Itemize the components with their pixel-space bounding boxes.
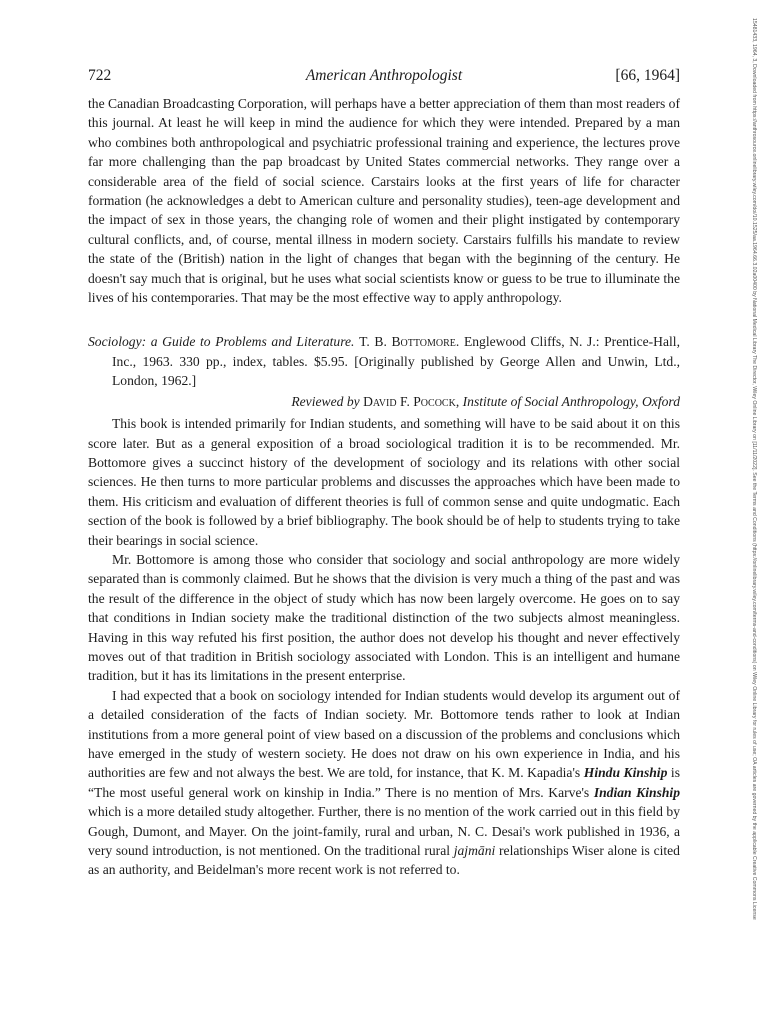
volume-year: [66, 1964] <box>615 67 680 84</box>
review-paragraph-1: This book is intended primarily for Indian students, and something will have to be said about it on this score later. But as a general exposition of a broad sociological tradition it is to be recommended. Mr. Bottomore gives a succinct history of the development of sociology and its relations with other social sciences. He then turns to more particular problems and discusses the approaches which have been made to them. His criticism and evaluation of different theories is full of common sense and quite undogmatic. Each section of the book is followed by a brief bibliography. The book should be of help to students trying to take their bearings in social science. <box>88 416 680 548</box>
download-notice <box>745 18 763 998</box>
review-citation <box>88 332 680 390</box>
reviewed-by-label: Reviewed by <box>291 393 360 409</box>
review-paragraph-2: Mr. Bottomore is among those who consider that sociology and social anthropology are more widely separated than is commonly claimed. But he shows that the division is very much a thing of the past and was the result of the difference in the object of study which has now been largely overcome. He goes on to say that conditions in Indian society make the traditional distinction of the two subjects almost meaningless. Having in this way refuted his first position, the author does not develop his thought and never effectively moves out of that tradition in British sociology associated with London. This is an intelligent and humane tradition, but it has its limitations in the present enterprise. <box>88 551 680 684</box>
cited-title-indian-kinship: Indian Kinship <box>593 784 680 800</box>
text-run: is “The most useful general work on kinship in India.” There is no mention of Mrs. Karve's <box>88 765 680 800</box>
continued-paragraph: the Canadian Broadcasting Corporation, will perhaps have a better appreciation of them than most readers of this journal. At least he will keep in mind the audience for which they were intended. Prepared by a man who combines both anthropological and psychiatric professional training and experience, the lectures prove far more challenging than the pap broadcast by United States commercial networks. They range over a considerable area of the field of social science. Carstairs looks at the first years of life for character formation (he acknowledges a debt to American culture and personality studies), teen-age development and the impact of sex in those years, the changing role of women and their plight instigated by contemporary cultural conflicts, and, of course, mental illness in modern society. Carstairs fulfills his mandate to review the state of the (British) nation in the light of changes that began with the beginning of the century. He doesn't say much that is original, but he uses what social scientists know or guess to be true to illuminate the lives of his contemporaries. That may be the most effective way to apply anthropology. <box>88 96 680 306</box>
text-run: relationships Wiser alone is cited as an authority, and Beidelman's more recent work is not referred to. <box>88 843 680 878</box>
book-author: T. B. Bottomore. <box>359 334 460 350</box>
cited-title-hindu-kinship: Hindu Kinship <box>583 765 668 781</box>
publication-details: Englewood Cliffs, N. J.: Prentice-Hall, Inc., 1963. 330 pp., index, tables. $5.95. [Originally published by George Allen and Unwin, Ltd., London, 1962.] <box>112 334 680 389</box>
term-jajmani: jajmāni <box>453 843 496 859</box>
running-header <box>88 64 680 88</box>
journal-title: American Anthropologist <box>305 67 463 84</box>
document-page <box>88 64 680 880</box>
text-run: I had expected that a book on sociology intended for Indian students would develop its argument out of a detailed consideration of the facts of Indian society. Mr. Bottomore tends rather to look at Indian institutions from a more general point of view based on a discussion of the problems and conclusions which have emerged in the study of western society. He does not draw on his own experience in India, and his authorities are few and not always the best. We are told, for instance, that K. M. Kapadia's <box>88 687 680 781</box>
page-number: 722 <box>88 67 112 84</box>
reviewer-line <box>88 392 680 411</box>
download-notice-text: 15481433, 1964, 3, Downloaded from https://anthrosource.onlinelibrary.wiley.com/doi/10.1525/aa.1964.66.3.02a00400 by National Medical Library The Director, Wiley Online Library on [11/11/2022]. See the Terms and Conditions (https://onlinelibrary.wiley.com/terms-and-conditions) on Wiley Online Library for rules of use; OA articles are governed by the applicable Creative Commons License <box>751 18 757 920</box>
book-title: Sociology: a Guide to Problems and Literature. <box>88 334 355 350</box>
reviewer-name: David F. Pocock, <box>363 393 460 409</box>
text-run: which is a more detailed study altogether. Further, there is no mention of the work carried out in this field by Gough, Dumont, and Mayer. On the joint-family, rural and urban, N. C. Desai's work published in 1936, a very sound introduction, is not mentioned. On the traditional rural <box>88 804 680 859</box>
reviewer-affiliation: Institute of Social Anthropology, Oxford <box>462 393 680 409</box>
review-paragraph-3 <box>88 686 680 880</box>
